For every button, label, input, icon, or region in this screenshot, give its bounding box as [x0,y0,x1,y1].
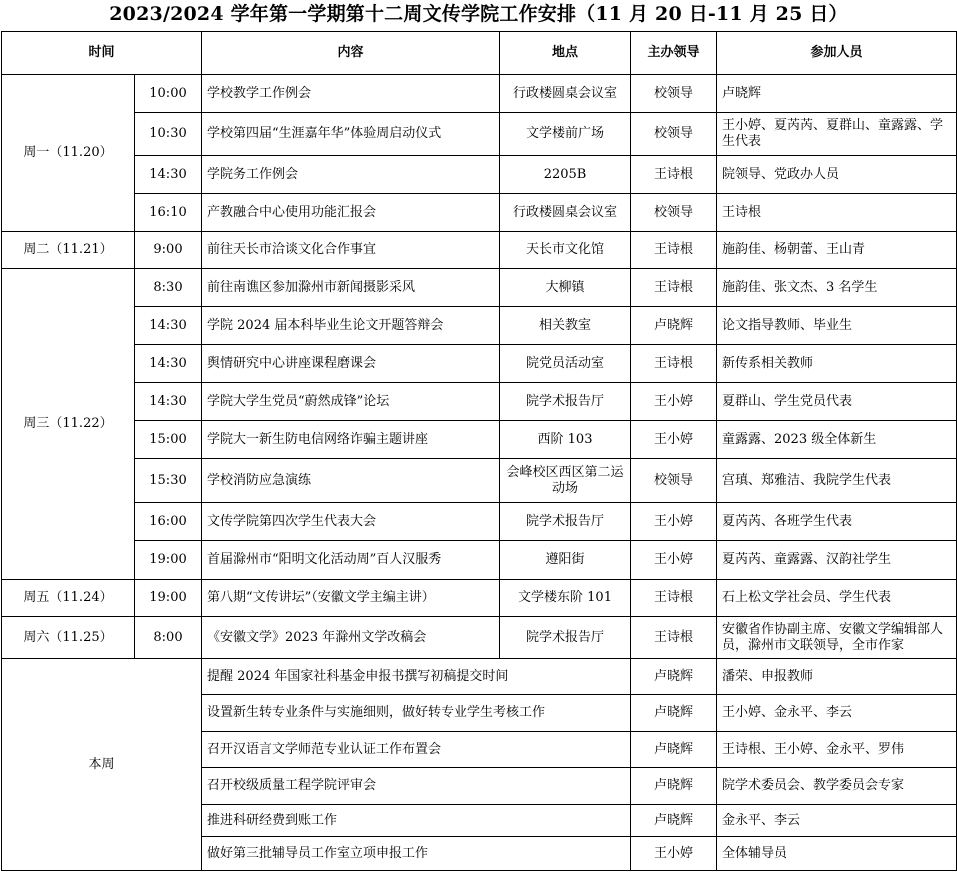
location-cell: 院党员活动室 [500,345,631,383]
participants-cell: 王诗根、王小婷、金永平、罗伟 [717,732,957,768]
location-cell: 大柳镇 [500,269,631,307]
time-cell: 10:00 [135,75,202,113]
schedule-table [1,31,957,871]
content-cell: 《安徽文学》2023 年滁州文学改稿会 [202,617,500,659]
time-cell: 19:00 [135,580,202,617]
table-row [2,194,957,232]
participants-cell: 王小婷、金永平、李云 [717,695,957,732]
content-cell: 学院务工作例会 [202,156,500,194]
leader-cell: 卢晓辉 [631,768,717,805]
time-cell: 19:00 [135,541,202,580]
time-cell: 8:00 [135,617,202,659]
participants-cell: 童露露、2023 级全体新生 [717,421,957,459]
content-cell: 学院大一新生防电信网络诈骗主题讲座 [202,421,500,459]
location-cell: 行政楼圆桌会议室 [500,194,631,232]
content-cell: 学院 2024 届本科毕业生论文开题答辩会 [202,307,500,345]
time-cell: 10:30 [135,113,202,156]
content-cell: 召开汉语言文学师范专业认证工作布置会 [202,732,631,768]
location-cell: 文学楼前广场 [500,113,631,156]
participants-cell: 夏芮芮、各班学生代表 [717,503,957,541]
content-cell: 学校消防应急演练 [202,459,500,503]
participants-cell: 金永平、李云 [717,805,957,837]
content-cell: 第八期“文传讲坛”（安徽文学主编主讲） [202,580,500,617]
participants-cell: 施韵佳、杨朝蕾、王山青 [717,232,957,269]
day-cell: 周六（11.25） [2,617,135,659]
header-content: 内容 [202,32,500,75]
location-cell: 行政楼圆桌会议室 [500,75,631,113]
location-cell: 院学术报告厅 [500,383,631,421]
leader-cell: 卢晓辉 [631,307,717,345]
table-row [2,113,957,156]
time-cell: 16:10 [135,194,202,232]
leader-cell: 王诗根 [631,345,717,383]
location-cell: 会峰校区西区第二运动场 [500,459,631,503]
day-cell: 周五（11.24） [2,580,135,617]
time-cell: 15:00 [135,421,202,459]
table-row [2,345,957,383]
content-cell: 提醒 2024 年国家社科基金申报书撰写初稿提交时间 [202,659,631,695]
content-cell: 产教融合中心使用功能汇报会 [202,194,500,232]
participants-cell: 院领导、党政办人员 [717,156,957,194]
day-cell: 周三（11.22） [2,269,135,580]
leader-cell: 王小婷 [631,421,717,459]
header-participants: 参加人员 [717,32,957,75]
time-cell: 14:30 [135,345,202,383]
content-cell: 学校教学工作例会 [202,75,500,113]
leader-cell: 王小婷 [631,541,717,580]
leader-cell: 校领导 [631,75,717,113]
leader-cell: 王诗根 [631,580,717,617]
time-cell: 8:30 [135,269,202,307]
location-cell: 相关教室 [500,307,631,345]
time-cell: 16:00 [135,503,202,541]
content-cell: 首届滁州市“阳明文化活动周”百人汉服秀 [202,541,500,580]
participants-cell: 全体辅导员 [717,837,957,871]
table-row [2,580,957,617]
participants-cell: 安徽省作协副主席、安徽文学编辑部人员，滁州市文联领导，全市作家 [717,617,957,659]
page-title: 2023/2024 学年第一学期第十二周文传学院工作安排（11 月 20 日-11 月 25 日） [109,3,848,25]
table-row [2,659,957,695]
header-time: 时间 [2,32,202,75]
location-cell: 遵阳街 [500,541,631,580]
participants-cell: 夏群山、学生党员代表 [717,383,957,421]
content-cell: 舆情研究中心讲座课程磨课会 [202,345,500,383]
time-cell: 9:00 [135,232,202,269]
participants-cell: 夏芮芮、童露露、汉韵社学生 [717,541,957,580]
participants-cell: 宫瑱、郑雅洁、我院学生代表 [717,459,957,503]
table-row [2,307,957,345]
content-cell: 学院大学生党员“蔚然成锋”论坛 [202,383,500,421]
location-cell: 院学术报告厅 [500,503,631,541]
table-row [2,459,957,503]
location-cell: 文学楼东阶 101 [500,580,631,617]
content-cell: 召开校级质量工程学院评审会 [202,768,631,805]
participants-cell: 王小婷、夏芮芮、夏群山、童露露、学生代表 [717,113,957,156]
table-row [2,269,957,307]
participants-cell: 施韵佳、张文杰、3 名学生 [717,269,957,307]
leader-cell: 王诗根 [631,232,717,269]
time-cell: 15:30 [135,459,202,503]
leader-cell: 卢晓辉 [631,732,717,768]
location-cell: 2205B [500,156,631,194]
table-row [2,75,957,113]
content-cell: 前往南谯区参加滁州市新闻摄影采风 [202,269,500,307]
content-cell: 设置新生转专业条件与实施细则，做好转专业学生考核工作 [202,695,631,732]
content-cell: 前往天长市洽谈文化合作事宜 [202,232,500,269]
leader-cell: 校领导 [631,194,717,232]
table-row [2,421,957,459]
participants-cell: 石上松文学社会员、学生代表 [717,580,957,617]
header-location: 地点 [500,32,631,75]
leader-cell: 王小婷 [631,837,717,871]
table-row [2,617,957,659]
participants-cell: 新传系相关教师 [717,345,957,383]
day-cell: 周二（11.21） [2,232,135,269]
header-leader: 主办领导 [631,32,717,75]
leader-cell: 王小婷 [631,503,717,541]
leader-cell: 王小婷 [631,383,717,421]
content-cell: 学校第四届“生涯嘉年华”体验周启动仪式 [202,113,500,156]
table-row [2,541,957,580]
leader-cell: 卢晓辉 [631,695,717,732]
leader-cell: 卢晓辉 [631,659,717,695]
day-cell: 周一（11.20） [2,75,135,232]
participants-cell: 论文指导教师、毕业生 [717,307,957,345]
content-cell: 做好第三批辅导员工作室立项申报工作 [202,837,631,871]
participants-cell: 潘荣、申报教师 [717,659,957,695]
time-cell: 14:30 [135,383,202,421]
content-cell: 文传学院第四次学生代表大会 [202,503,500,541]
leader-cell: 卢晓辉 [631,805,717,837]
leader-cell: 校领导 [631,459,717,503]
location-cell: 天长市文化馆 [500,232,631,269]
table-row [2,232,957,269]
table-row [2,503,957,541]
table-row [2,156,957,194]
location-cell: 西阶 103 [500,421,631,459]
leader-cell: 王诗根 [631,269,717,307]
leader-cell: 王诗根 [631,617,717,659]
leader-cell: 王诗根 [631,156,717,194]
time-cell: 14:30 [135,307,202,345]
participants-cell: 卢晓辉 [717,75,957,113]
header-row [2,32,957,75]
week-cell: 本周 [2,659,202,871]
leader-cell: 校领导 [631,113,717,156]
content-cell: 推进科研经费到账工作 [202,805,631,837]
participants-cell: 院学术委员会、教学委员会专家 [717,768,957,805]
table-row [2,383,957,421]
time-cell: 14:30 [135,156,202,194]
participants-cell: 王诗根 [717,194,957,232]
location-cell: 院学术报告厅 [500,617,631,659]
